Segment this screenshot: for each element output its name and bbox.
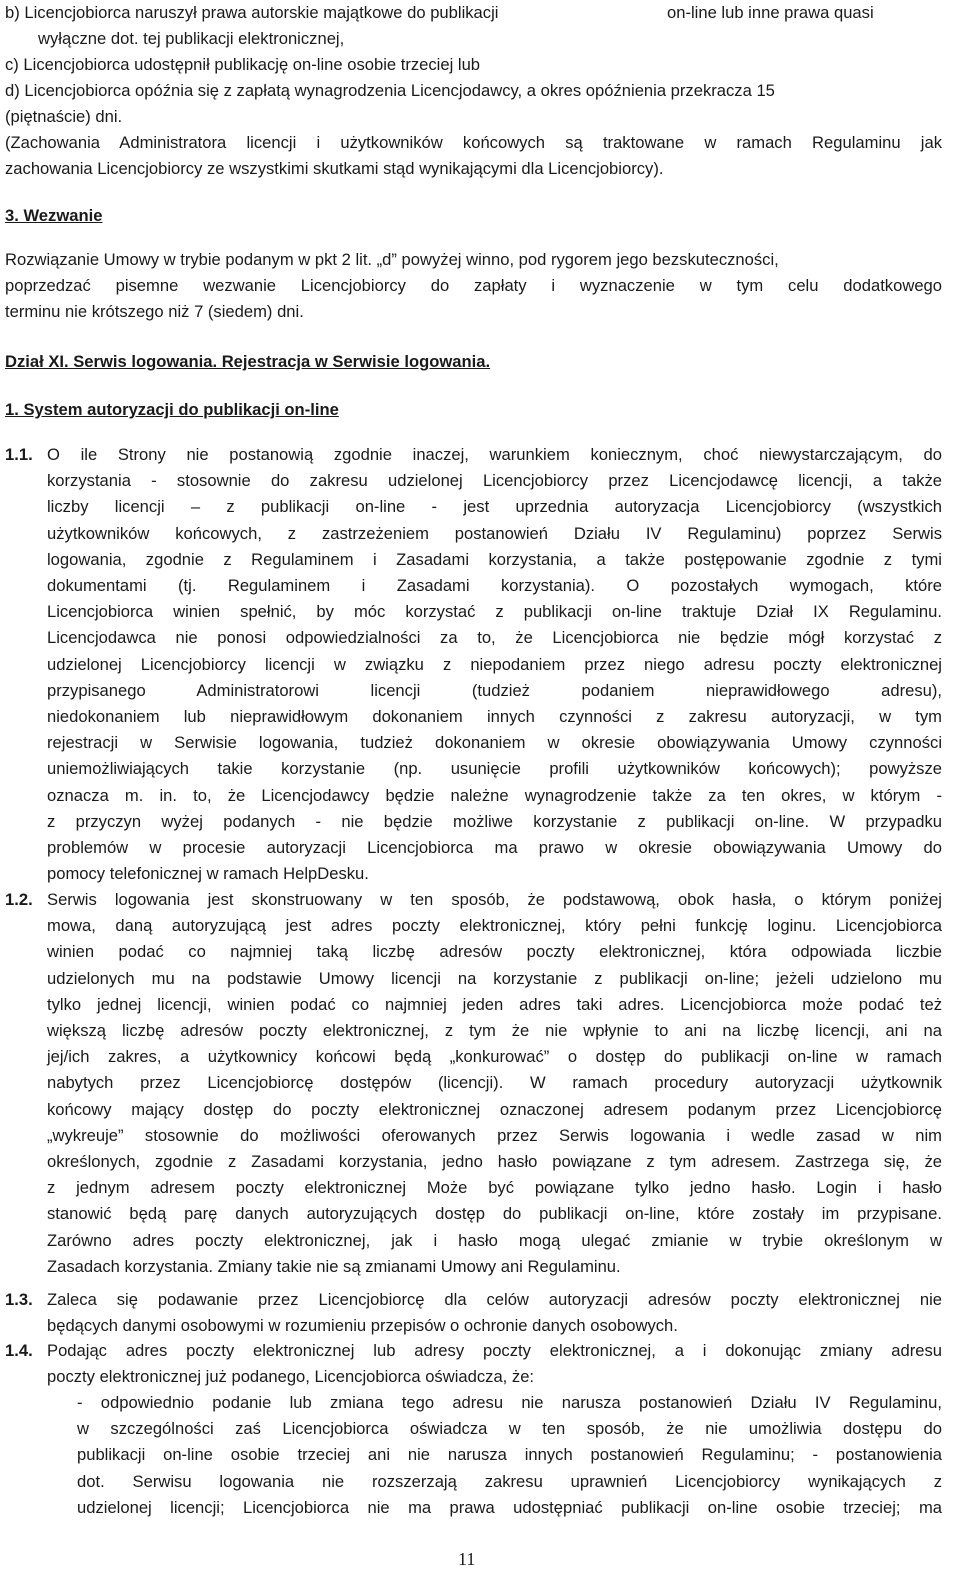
paragraph-1-1-line-9: udzielonej Licencjobiorcy licencji w związku z niepodaniem przez niego adresu poczty elektronicznej	[47, 654, 942, 674]
list-item-d-line2: (piętnaście) dni.	[5, 107, 123, 126]
section-3-para-line1: Rozwiązanie Umowy w trybie podanym w pkt 2 lit. „d” powyżej winno, pod rygorem jego bezskuteczności,	[5, 250, 779, 269]
paragraph-1-1-line-1: O ile Strony nie postanowią zgodnie inaczej, warunkiem koniecznym, choć niewystarczającym, do	[47, 445, 942, 464]
paragraph-1-1-line-7: Licencjobiorca winien spełnić, by móc korzystać z publikacji on-line traktuje Dział IX Regulaminu.	[47, 602, 942, 622]
paragraph-1-2-line-10: „wykreuje” stosownie do możliwości oferowanych przez Serwis logowania i wedle zasad w nim	[47, 1125, 942, 1145]
paragraph-1-2-line-2: mowa, daną autoryzującą jest adres poczty elektronicznej, który pełni funkcję loginu. Licencjobiorca	[47, 916, 942, 936]
division-heading: Dział XI. Serwis logowania. Rejestracja w Serwisie logowania.	[5, 352, 491, 371]
paragraph-1-1-line-8: Licencjodawca nie ponosi odpowiedzialności za to, że Licencjobiorca nie będzie mógł korzystać z	[47, 628, 942, 648]
paragraph-1-3-line-2: będących danymi osobowymi w rozumieniu przepisów o ochronie danych osobowych.	[47, 1316, 678, 1335]
paragraph-1-1-line-11: niedokonaniem lub nieprawidłowym dokonaniem innych czynności z zakresu autoryzacji, w tym	[47, 707, 942, 726]
paragraph-1-2-line-7: jej/ich zakres, a użytkownicy końcowi będą „konkurować” o dostęp do publikacji on-line w ramach	[47, 1047, 942, 1067]
list-item-b-line2: wyłączne dot. tej publikacji elektronicznej,	[38, 29, 345, 48]
paragraph-1-1-line-13: uniemożliwiających takie korzystanie (np. usunięcie profili użytkowników końcowych); powyższe	[47, 759, 942, 779]
list-item-d-line1: d) Licencjobiorca opóźnia się z zapłatą wynagrodzenia Licencjodawcy, a okres opóźnienia przekracza 15	[5, 81, 775, 100]
paragraph-1-4-number: 1.4.	[5, 1341, 33, 1360]
paragraph-1-1-number: 1.1.	[5, 445, 33, 464]
section-3-para-line2: poprzedzać pisemne wezwanie Licencjobiorcy do zapłaty i wyznaczenie w tym celu dodatkowego	[5, 276, 942, 295]
paragraph-1-1-line-2: korzystania - stosownie do zakresu udzielonej Licencjobiorcy przez Licencjodawcę licencji, a także	[47, 471, 942, 491]
paragraph-1-4-sub-line-5: udzielonej licencji; Licencjobiorca nie ma prawa udostępniać publikacji on-line osobie trzeciej; ma	[77, 1497, 942, 1517]
paragraph-1-2-line-1: Serwis logowania jest skonstruowany w ten sposób, że podstawową, obok hasła, o którym poniżej	[47, 890, 942, 909]
paragraph-1-2-line-5: tylko jednej licencji, winien podać co najmniej jeden adres taki adres. Licencjobiorca może podać też	[47, 994, 942, 1014]
list-item-b-line1-tail: on-line lub inne prawa quasi	[667, 3, 874, 22]
paragraph-1-2-line-14: Zarówno adres poczty elektronicznej, jak i hasło mogą ulegać zmianie w trybie określonym w	[47, 1230, 942, 1250]
note-line1: (Zachowania Administratora licencji i użytkowników końcowych są traktowane w ramach Regulaminu jak	[5, 133, 942, 152]
paragraph-1-2-line-13: stanowić będą parę danych autoryzujących dostęp do publikacji on-line, które zostały im przypisane.	[47, 1204, 942, 1224]
paragraph-1-3-number: 1.3.	[5, 1290, 33, 1309]
paragraph-1-4-sub-line-1: - odpowiednio podanie lub zmiana tego adresu nie narusza postanowień Działu IV Regulaminu,	[77, 1393, 942, 1412]
paragraph-1-4-sub-line-2: w szczególności zaś Licencjobiorca oświadcza w ten sposób, że nie umożliwia dostępu do	[77, 1419, 942, 1439]
paragraph-1-1-line-10: przypisanego Administratorowi licencji (tudzież podaniem nieprawidłowego adresu),	[47, 680, 942, 700]
paragraph-1-3-line-1: Zaleca się podawanie przez Licencjobiorcę dla celów autoryzacji adresów poczty elektronicznej nie	[47, 1290, 942, 1309]
paragraph-1-2-line-15: Zasadach korzystania. Zmiany takie nie są zmianami Umowy ani Regulaminu.	[47, 1256, 621, 1276]
paragraph-1-1-line-5: logowania, zgodnie z Regulaminem i Zasadami korzystania, a także postępowanie zgodnie z tymi	[47, 549, 942, 569]
paragraph-1-1-line-12: rejestracji w Serwisie logowania, tudzież dokonaniem w okresie obowiązywania Umowy czynności	[47, 733, 942, 753]
section-3-para-line3: terminu nie krótszego niż 7 (siedem) dni.	[5, 302, 304, 321]
paragraph-1-4-sub-line-3: publikacji on-line osobie trzeciej ani nie narusza innych postanowień Regulaminu; - postanowienia	[77, 1445, 942, 1465]
paragraph-1-1-line-14: oznacza m. in. to, że Licencjodawcy będzie należne wynagrodzenie także za ten okres, w którym -	[47, 785, 942, 805]
page-number: 11	[458, 1549, 476, 1569]
paragraph-1-2-line-4: udzielonych mu na podstawie Umowy licencji na korzystanie z publikacji on-line; jeżeli udzielono mu	[47, 968, 942, 988]
paragraph-1-1-line-16: problemów w procesie autoryzacji Licencjobiorca ma prawo w okresie obowiązywania Umowy do	[47, 838, 942, 857]
paragraph-1-1-line-6: dokumentami (tj. Regulaminem i Zasadami korzystania). O pozostałych wymogach, które	[47, 576, 942, 595]
note-line2: zachowania Licencjobiorcy ze wszystkimi skutkami stąd wynikającymi dla Licencjobiorcy).	[5, 159, 664, 178]
paragraph-1-2-line-3: winien podać co najmniej taką liczbę adresów poczty elektronicznej, która odpowiada liczbie	[47, 942, 942, 962]
paragraph-1-1-line-15: z przyczyn wyżej podanych - nie będzie możliwe korzystanie z publikacji on-line. W przypadku	[47, 811, 942, 831]
paragraph-1-2-line-11: określonych, zgodnie z Zasadami korzystania, jedno hasło powiązane z tym adresem. Zastrzega się, że	[47, 1152, 942, 1171]
list-item-b-line1: b) Licencjobiorca naruszył prawa autorskie majątkowe do publikacji	[5, 3, 499, 22]
subsection-heading: 1. System autoryzacji do publikacji on-line	[5, 400, 339, 419]
paragraph-1-2-line-6: większą liczbę adresów poczty elektronicznej, z tym że nie wpłynie to ani na liczbę licencji, ani na	[47, 1021, 942, 1040]
paragraph-1-1-line-4: użytkowników końcowych, z zastrzeżeniem postanowień Działu IV Regulaminu) poprzez Serwis	[47, 523, 942, 543]
paragraph-1-1-line-17: pomocy telefonicznej w ramach HelpDesku.	[47, 864, 369, 884]
list-item-c: c) Licencjobiorca udostępnił publikację on-line osobie trzeciej lub	[5, 55, 481, 74]
paragraph-1-1-line-3: liczby licencji – z publikacji on-line - jest uprzednia autoryzacja Licencjobiorcy (wszystkich	[47, 497, 942, 517]
paragraph-1-2-number: 1.2.	[5, 890, 33, 909]
paragraph-1-2-line-8: nabytych przez Licencjobiorcę dostępów (licencji). W ramach procedury autoryzacji użytkownik	[47, 1073, 942, 1093]
paragraph-1-2-line-12: z jednym adresem poczty elektronicznej Może być powiązane tylko jedno hasło. Login i hasło	[47, 1178, 942, 1198]
paragraph-1-2-line-9: końcowy mający dostęp do poczty elektronicznej oznaczonej adresem podanym przez Licencjobiorcę	[47, 1099, 942, 1119]
paragraph-1-4-line-2: poczty elektronicznej już podanego, Licencjobiorca oświadcza, że:	[47, 1367, 535, 1386]
paragraph-1-4-line-1: Podając adres poczty elektronicznej lub adresy poczty elektronicznej, a i dokonując zmiany adresu	[47, 1341, 942, 1360]
section-3-heading: 3. Wezwanie	[5, 206, 103, 225]
paragraph-1-4-sub-line-4: dot. Serwisu logowania nie rozszerzają zakresu uprawnień Licencjobiorcy wynikających z	[77, 1471, 942, 1491]
